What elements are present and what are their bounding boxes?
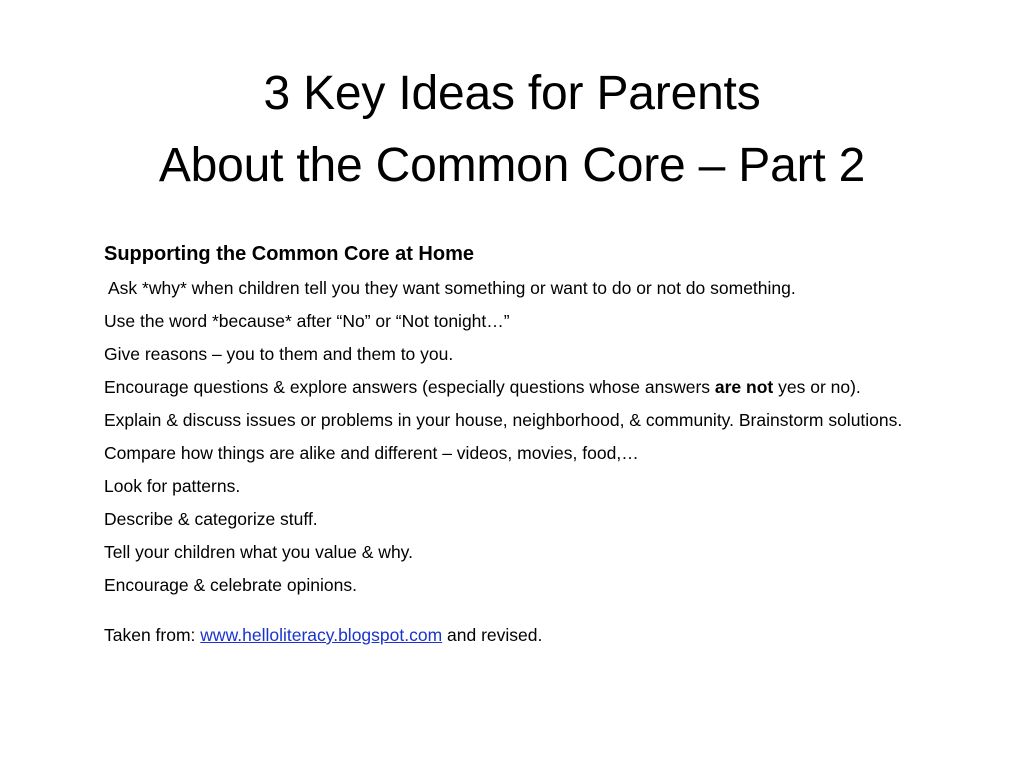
list-item: Compare how things are alike and different – videos, movies, food,… <box>104 443 639 463</box>
list-item: Explain & discuss issues or problems in your house, neighborhood, & community. Brainstorm solutions. <box>104 410 903 430</box>
list-item: Ask *why* when children tell you they want something or want to do or not do something. <box>108 278 796 298</box>
list-item-text: Encourage questions & explore answers (especially questions whose answers <box>104 377 715 397</box>
title-line-2: About the Common Core – Part 2 <box>158 139 866 192</box>
section-subheading: Supporting the Common Core at Home <box>104 243 474 265</box>
source-prefix: Taken from: <box>104 625 201 645</box>
list-item <box>104 373 984 401</box>
slide-title <box>40 58 984 202</box>
list-item: Use the word *because* after “No” or “Not tonight…” <box>104 311 510 331</box>
emphasis-text: are not <box>714 377 774 397</box>
source-link[interactable]: www.helloliteracy.blogspot.com <box>200 625 443 645</box>
source-citation <box>104 621 984 649</box>
list-item-text: yes or no). <box>773 377 861 397</box>
title-line-1: 3 Key Ideas for Parents <box>263 67 761 120</box>
list-item: Tell your children what you value & why. <box>104 542 413 562</box>
source-suffix: and revised. <box>442 625 543 645</box>
list-item: Give reasons – you to them and them to you. <box>104 344 454 364</box>
slide-body <box>104 240 984 649</box>
list-item: Look for patterns. <box>104 476 241 496</box>
list-item: Encourage & celebrate opinions. <box>104 575 357 595</box>
list-item: Describe & categorize stuff. <box>104 509 318 529</box>
